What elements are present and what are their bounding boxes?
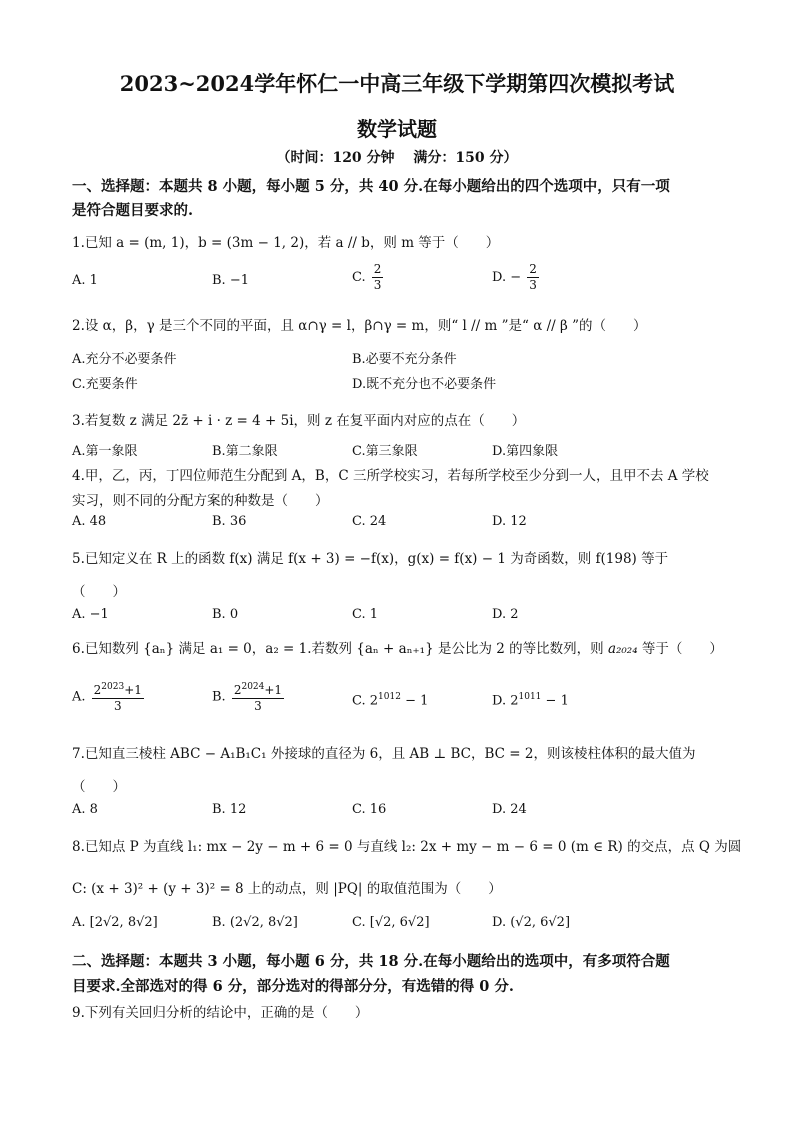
q7-option-b: B. 12 [212,802,247,817]
q3-option-d: D.第四象限 [492,444,559,459]
q6-b-num: $2^{2024}+1$ [233,682,283,697]
section-1-heading-line1: 一、选择题：本题共 8 小题，每小题 5 分，共 40 分.在每小题给出的四个选项中，只有一项 [72,178,670,195]
q6-text-suffix: 等于（ ） [637,641,723,657]
q5-option-b: B. 0 [212,607,239,622]
q6-a-num: $2^{2023}+1$ [93,682,142,697]
q6-b-den: 3 [254,699,262,713]
q8-option-a: A. [2√2, 8√2] [72,915,158,930]
question-5-line1: 5.已知定义在 R 上的函数 f(x) 满足 f(x + 3) = −f(x)，g(x) = f(x) − 1 为奇函数，则 f(198) 等于 [72,551,669,567]
q8-option-b: B. (2√2, 8√2] [212,915,298,930]
q6-a-exp: 2023 [101,682,125,692]
q1-d-num: 2 [529,262,537,276]
q4-option-b: B. 36 [212,514,247,529]
q3-option-c: C.第三象限 [352,444,418,459]
question-3: 3.若复数 z 满足 2z̄ + i · z = 4 + 5i，则 z 在复平面内对应的点在（ ） [72,413,526,429]
question-8-line1: 8.已知点 P 为直线 l₁: mx − 2y − m + 6 = 0 与直线 l₂: 2x + my − m − 6 = 0 (m ∈ R) 的交点，点 Q 为圆 [72,839,742,855]
q8-option-c: C. [√2, 6√2] [352,915,430,930]
q3-option-a: A.第一象限 [72,444,138,459]
q6-b-exp: 2024 [241,682,265,692]
question-1: 1.已知 a = (m, 1)，b = (3m − 1, 2)，若 a // b，则 m 等于（ ） [72,235,500,251]
q1-c-num: 2 [373,262,382,276]
exam-subject: 数学试题 [357,117,437,141]
q6-option-c: C. $2^{1012} - 1$ [352,692,429,709]
q1-option-c: C. $\frac{2}{3}$ [352,262,382,292]
q4-option-c: C. 24 [352,514,387,529]
q2-option-a: A.充分不必要条件 [72,352,177,367]
question-7-line1: 7.已知直三棱柱 ABC − A₁B₁C₁ 外接球的直径为 6，且 AB ⊥ BC，BC = 2，则该棱柱体积的最大值为 [72,746,696,762]
section-2-heading-line2: 目要求.全部选对的得 6 分，部分选对的得部分分，有选错的得 0 分. [72,978,514,995]
q6-a2024: a₂₀₂₄ [607,641,638,657]
q6-d-exp: 1011 [518,692,542,702]
q5-option-a: A. −1 [72,607,109,622]
question-4-line2: 实习，则不同的分配方案的种数是（ ） [72,493,329,509]
q7-option-a: A. 8 [72,802,98,817]
question-9: 9.下列有关回归分析的结论中，正确的是（ ） [72,1005,369,1021]
q1-c-den: 3 [373,278,382,292]
section-2-heading-line1: 二、选择题：本题共 3 小题，每小题 6 分，共 18 分.在每小题给出的选项中，有多项符合题 [72,953,670,970]
q2-option-c: C.充要条件 [72,377,138,392]
q1-option-d: D. − $\frac{2}{3}$ [492,262,537,292]
question-5-line2: （ ） [72,584,126,600]
q1-d-den: 3 [529,278,537,292]
section-1-heading-line2: 是符合题目要求的. [72,202,194,219]
exam-time-info: （时间：120 分钟 满分：150 分） [276,150,518,166]
q6-option-a: A. $\frac{2^{2023}+1}{3}$ [72,682,142,713]
q2-option-b: B.必要不充分条件 [352,352,457,367]
question-2: 2.设 α，β，γ 是三个不同的平面，且 α∩γ = l，β∩γ = m，则“ l // m ”是“ α // β ”的（ ） [72,318,647,334]
question-7-line2: （ ） [72,779,126,795]
q5-option-c: C. 1 [352,607,379,622]
exam-title: 2023~2024学年怀仁一中高三年级下学期第四次模拟考试 [119,71,675,96]
q1-option-b: B. −1 [212,273,249,288]
q6-a-den: 3 [113,699,122,713]
q3-option-b: B.第二象限 [212,444,278,459]
question-4-line1: 4.甲，乙，丙，丁四位师范生分配到 A，B，C 三所学校实习，若每所学校至少分到一人，且甲不去 A 学校 [72,468,709,484]
q4-option-d: D. 12 [492,514,527,529]
q7-option-c: C. 16 [352,802,387,817]
q6-option-b: B. $\frac{2^{2024}+1}{3}$ [212,682,283,713]
q4-option-a: A. 48 [72,514,107,529]
q2-option-d: D.既不充分也不必要条件 [352,377,497,392]
q6-c-exp: 1012 [378,692,401,702]
q8-option-d: D. (√2, 6√2] [492,915,571,930]
q5-option-d: D. 2 [492,607,519,622]
question-6 [72,637,723,657]
question-8-line2: C: (x + 3)² + (y + 3)² = 8 上的动点，则 |PQ| 的取值范围为（ ） [72,881,502,897]
q6-text-prefix: 6.已知数列 {aₙ} 满足 a₁ = 0，a₂ = 1.若数列 {aₙ + aₙ₊₁} 是公比为 2 的等比数列，则 [72,641,608,657]
q1-option-a: A. 1 [72,273,98,288]
q6-option-d: D. $2^{1011} - 1$ [492,692,569,709]
q7-option-d: D. 24 [492,802,527,817]
